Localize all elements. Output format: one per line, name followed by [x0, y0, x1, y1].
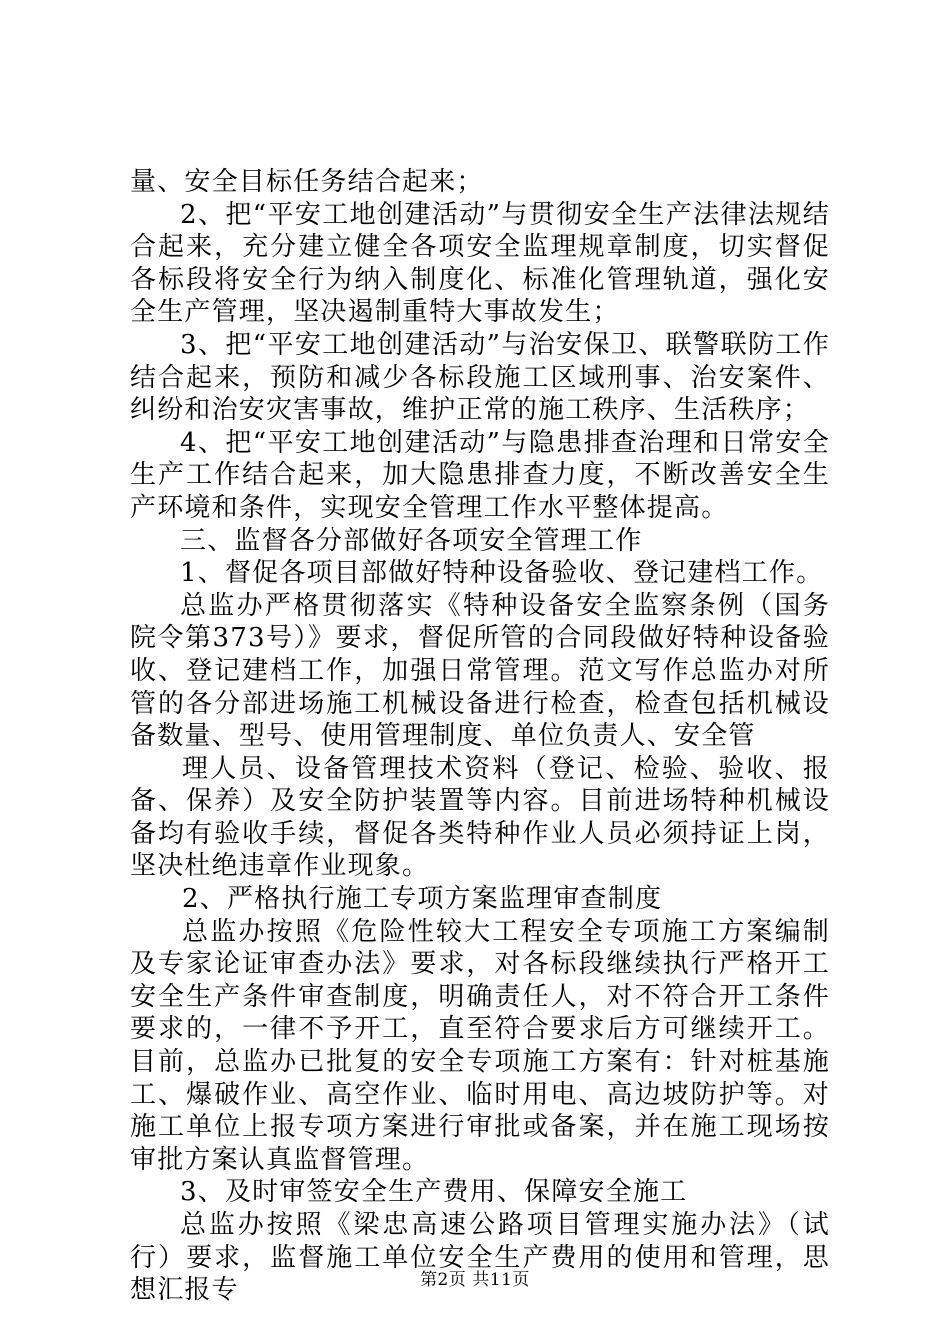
subsection-heading: 2、严格执行施工专项方案监理审查制度: [182, 884, 663, 915]
paragraph: 总监办严格贯彻落实《特种设备安全监察条例（国务院令第373号）》要求，督促所管的合同段做好特种设备验收、登记建档工作，加强日常管理。范文写作总监办对所管的各分部进场施工机械设备进行检查，检查包括机械设备数量、型号、使用管理制度、单位负责人、安全管: [130, 590, 830, 752]
section-heading: 三、监督各分部做好各项安全管理工作: [180, 525, 643, 556]
paragraph: 总监办按照《危险性较大工程安全专项施工方案编制及专家论证审查办法》要求，对各标段继续执行严格开工安全生产条件审查制度，明确责任人，对不符合开工条件要求的，一律不予开工，直至符合要求后方可继续开工。目前，总监办已批复的安全专项施工方案有：针对桩基施工、爆破作业、高空作业、临时用电、高边坡防护等。对施工单位上报专项方案进行审批或备案，并在施工现场按审批方案认真监督管理。: [130, 916, 830, 1175]
document-body: [130, 166, 830, 1307]
subsection-heading: 3、及时审签安全生产费用、保障安全施工: [180, 1177, 688, 1208]
paragraph: 2、把“平安工地创建活动”与贯彻安全生产法律法规结合起来，充分建立健全各项安全监理规章制度，切实督促各标段将安全行为纳入制度化、标准化管理轨道，强化安全生产管理，坚决遏制重特大事故发生；: [130, 199, 830, 328]
page-number-footer: 第2页 共11页: [420, 1270, 530, 1290]
paragraph: 4、把“平安工地创建活动”与隐患排查治理和日常安全生产工作结合起来，加大隐患排查力度，不断改善安全生产环境和条件，实现安全管理工作水平整体提高。: [130, 427, 830, 523]
subsection-heading: 1、督促各项目部做好特种设备验收、登记建档工作。: [180, 558, 824, 589]
paragraph: 量、安全目标任务结合起来；: [130, 167, 484, 197]
paragraph: 理人员、设备管理技术资料（登记、检验、验收、报备、保养）及安全防护装置等内容。目前进场特种机械设备均有验收手续，督促各类特种作业人员必须持证上岗，坚决杜绝违章作业现象。: [130, 753, 830, 882]
paragraph: 总监办按照《梁忠高速公路项目管理实施办法》（试行）要求，监督施工单位安全生产费用的使用和管理，思想汇报专: [130, 1210, 830, 1306]
paragraph: 3、把“平安工地创建活动”与治安保卫、联警联防工作结合起来，预防和减少各标段施工区域刑事、治安案件、纠纷和治安灾害事故，维护正常的施工秩序、生活秩序；: [130, 329, 830, 426]
